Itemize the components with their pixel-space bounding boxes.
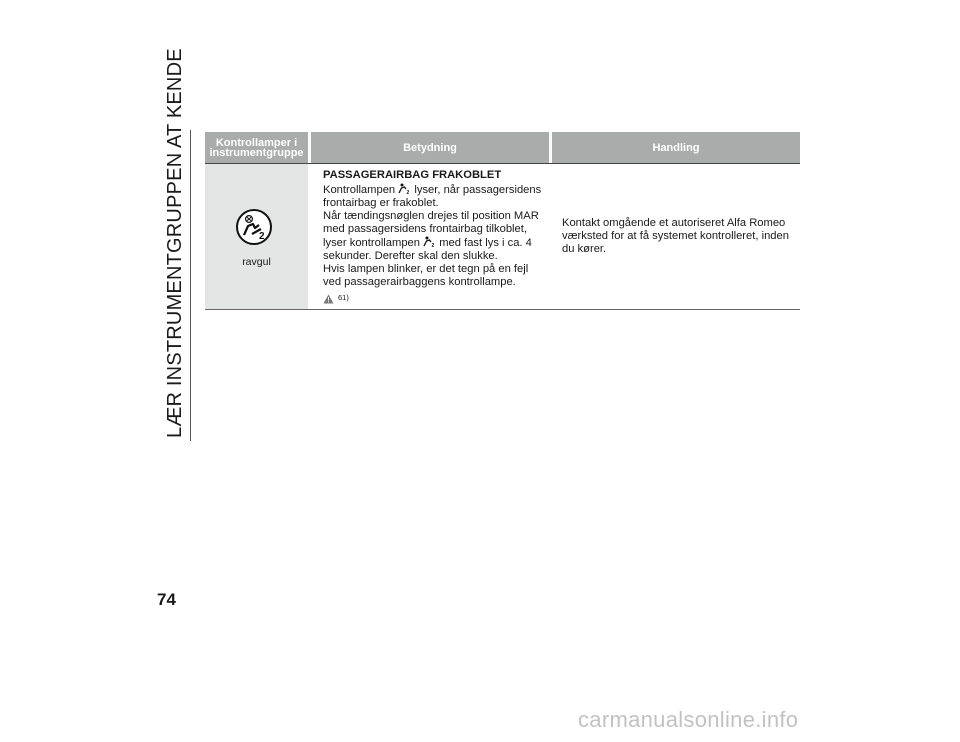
meaning-text: Kontrollampen xyxy=(323,184,396,196)
warning-reference xyxy=(323,291,549,304)
svg-text:2: 2 xyxy=(259,231,265,242)
action-text: Kontakt omgående et autoriseret Alfa Romeo værksted for at få systemet kontrolleret, inden du kører. xyxy=(562,217,789,255)
warning-triangle-icon xyxy=(323,294,334,304)
svg-text:2: 2 xyxy=(406,190,410,194)
chapter-side-title: LÆR INSTRUMENTGRUPPEN AT KENDE xyxy=(164,48,186,438)
lamp-cell xyxy=(205,164,308,309)
meaning-paragraph-3: Hvis lampen blinker, er det tegn på en fejl ved passagerairbaggens kontrollampe. xyxy=(323,263,529,288)
meaning-text: med fast lys i ca. 4 sekunder. Derefter skal den slukke. xyxy=(323,237,532,262)
action-cell xyxy=(552,164,800,309)
table-header xyxy=(205,132,800,164)
warning-reference-number: 61) xyxy=(338,293,349,302)
meaning-text: lyser, når passagersidens frontairbag er frakoblet. xyxy=(323,184,542,209)
table-row xyxy=(205,164,800,310)
inline-airbag-icon xyxy=(398,183,411,194)
svg-text:2: 2 xyxy=(431,243,435,247)
header-action: Handling xyxy=(552,132,800,163)
warning-lights-table xyxy=(205,132,800,310)
meaning-heading: PASSAGERAIRBAG FRAKOBLET xyxy=(323,169,502,181)
inline-airbag-icon xyxy=(423,236,436,247)
meaning-paragraph-2 xyxy=(323,210,549,263)
passenger-airbag-off-icon xyxy=(236,209,272,245)
meaning-text: Når tændingsnøglen drejes til position MAR med passagersidens frontairbag tilkoblet, lyser kontrollampen xyxy=(323,210,539,249)
lamp-color-label: ravgul xyxy=(242,256,271,268)
meaning-paragraph-1 xyxy=(323,183,549,210)
side-divider xyxy=(190,130,191,441)
header-lamp: Kontrollamper i instrumentgruppe xyxy=(205,132,308,163)
watermark: carmanualsonline.info xyxy=(578,707,799,732)
page-number: 74 xyxy=(157,590,176,609)
meaning-cell xyxy=(311,164,549,309)
header-meaning: Betydning xyxy=(311,132,549,163)
